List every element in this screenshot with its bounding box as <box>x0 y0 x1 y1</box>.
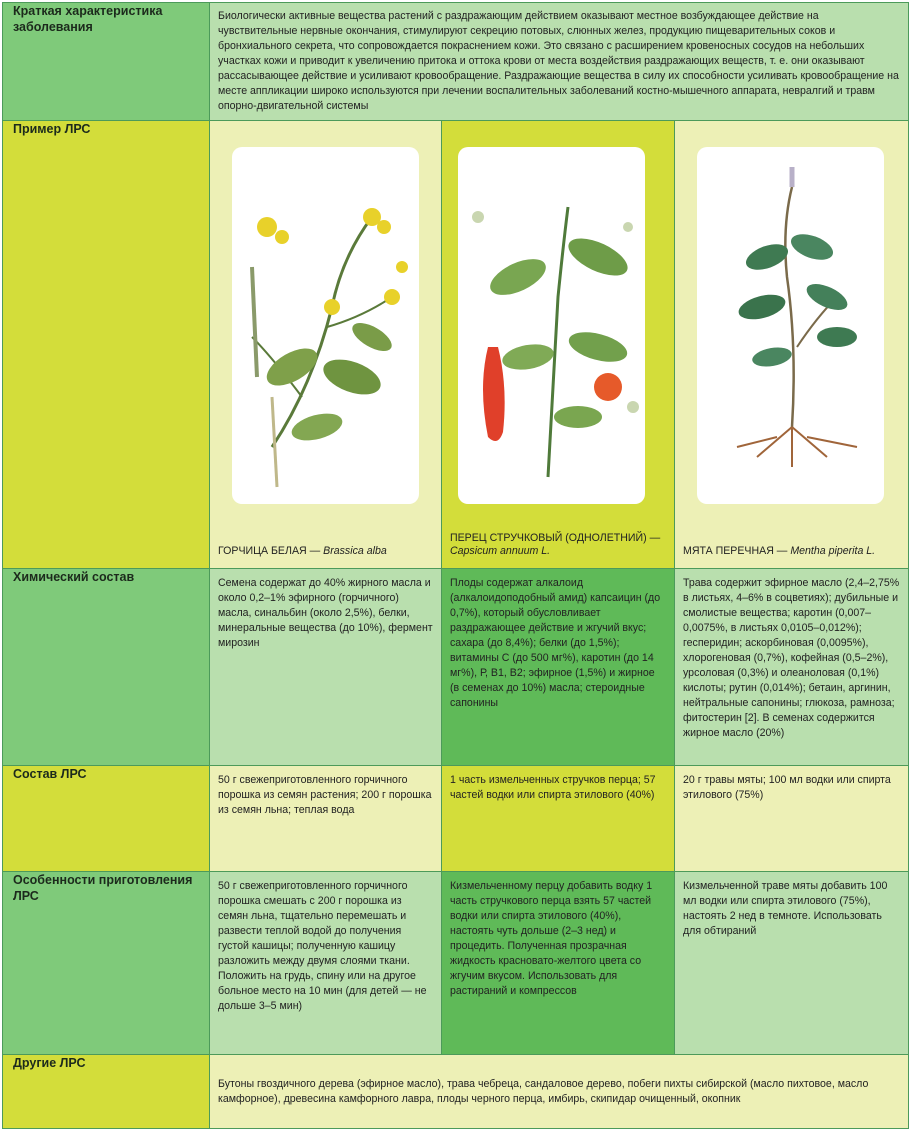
row-other <box>3 1055 909 1129</box>
mustard-caption <box>218 545 435 558</box>
row-preparation <box>3 872 909 1055</box>
chemical-label: Химический состав <box>3 569 210 766</box>
composition-pepper: 1 часть измельченных стручков перца; 57 частей водки или спирта этилового (40%) <box>442 766 675 872</box>
pepper-caption <box>450 532 668 558</box>
summary-text: Биологически активные вещества растений с раздражающим действием оказывают местное возбуждающее действие на чувствительные нервные окончания, стимулируют секрецию потовых, слюнных желез, продукцию пищеварительных соков и бронхиального секрета, что сопровождается покраснением кожи. Это связано с расширением кровеносных сосудов на небольших участках кожи и приводит к увеличению притока и оттока крови от места воздействия раздражающих веществ, т. е. они оказывают рассасывающее действие и усиливают кровообращение. Раздражающие вещества в силу их способности усиливать кровообращение на месте аппликации широко используются при лечении воспалительных заболеваний костно-мышечного аппарата, невралгий и травм опорно-двигательной системы <box>210 3 909 121</box>
pepper-name: ПЕРЕЦ СТРУЧКОВЫЙ (ОДНОЛЕТНИЙ) — <box>450 532 661 544</box>
other-label: Другие ЛРС <box>3 1055 210 1129</box>
chemical-mustard: Семена содержат до 40% жирного масла и около 0,2–1% эфирного (горчичного) масла, синальбин (около 2,5%), белки, минеральные вещества (до 10%), фермент мирозин <box>210 569 442 766</box>
summary-label: Краткая характеристика заболевания <box>3 3 210 121</box>
composition-label: Состав ЛРС <box>3 766 210 872</box>
plant-cell-mustard <box>210 121 442 569</box>
example-label: Пример ЛРС <box>3 121 210 569</box>
row-chemical <box>3 569 909 766</box>
preparation-mustard: 50 г свежеприготовленного горчичного порошка смешать с 200 г порошка из семян льна, тщательно перемешать и развести теплой водой до получения густой кашицы; полученную кашицу разложить между двумя слоями ткани. Положить на грудь, спину или на другое больное место на 10 мин (для детей — не дольше 3–5 мин) <box>210 872 442 1055</box>
mint-name: МЯТА ПЕРЕЧНАЯ — <box>683 545 791 557</box>
mustard-latin: Brassica alba <box>323 545 387 557</box>
preparation-label: Особенности приготовления ЛРС <box>3 872 210 1055</box>
row-composition <box>3 766 909 872</box>
mustard-plant-illustration <box>232 147 419 504</box>
pepper-latin: Capsicum annuum L. <box>450 545 551 557</box>
mint-latin: Mentha piperita L. <box>790 545 876 557</box>
preparation-mint: Кизмельченной траве мяты добавить 100 мл водки или спирта этилового (75%), настоять 2 нед в темноте. Использовать для обтираний <box>675 872 909 1055</box>
preparation-pepper: Кизмельченному перцу добавить водку 1 часть стручкового перца взять 57 частей водки или спирта этилового (40%), настоять чуть дольше (2–3 нед) и процедить. Полученная прозрачная жидкость красновато-желтого цвета со жгучим вкусом. Использовать для растираний и компрессов <box>442 872 675 1055</box>
composition-mint: 20 г травы мяты; 100 мл водки или спирта этилового (75%) <box>675 766 909 872</box>
plant-cell-pepper <box>442 121 675 569</box>
plant-cell-mint <box>675 121 909 569</box>
row-example <box>3 121 909 569</box>
lrs-table <box>2 2 909 1129</box>
mint-caption <box>683 545 902 558</box>
composition-mustard: 50 г свежеприготовленного горчичного порошка из семян растения; 200 г порошка из семян льна; теплая вода <box>210 766 442 872</box>
mustard-name: ГОРЧИЦА БЕЛАЯ — <box>218 545 324 557</box>
mint-plant-illustration <box>697 147 884 504</box>
mint-card <box>697 147 884 504</box>
pepper-plant-illustration <box>458 147 645 504</box>
pepper-card <box>458 147 645 504</box>
chemical-mint: Трава содержит эфирное масло (2,4–2,75% в листьях, 4–6% в соцветиях); дубильные и смолистые вещества; каротин (0,007–0,0075%, в листьях 0,0105–0,012%); гесперидин; аскорбиновая (0,0095%), хлорогеновая (0,7%), кофейная (0,5–2%), урсоловая (0,3%) и олеаноловая (0,1%) кислоты; рутин (0,014%); бетаин, аргинин, нейтральные сапонины; глюкоза, рамноза; фитостерин [2]. В семенах содержится жирное масло (20%) <box>675 569 909 766</box>
mustard-card <box>232 147 419 504</box>
row-summary <box>3 3 909 121</box>
chemical-pepper: Плоды содержат алкалоид (алкалоидоподобный амид) капсаицин (до 0,7%), который обусловливает раздражающее действие и жгучий вкус; сахара (до 8,4%); белки (до 1,5%); витамины С (до 500 мг%), каротин (до 14 мг%), Р, В1, В2; эфирное (1,5%) и жирное (в семенах до 10%) масла; стероидные сапонины <box>442 569 675 766</box>
other-text: Бутоны гвоздичного дерева (эфирное масло), трава чебреца, сандаловое дерево, побеги пихты сибирской (масло пихтовое, масло камфорное), древесина камфорного лавра, плоды черного перца, имбирь, скипидар очищенный, окопник <box>210 1055 909 1129</box>
